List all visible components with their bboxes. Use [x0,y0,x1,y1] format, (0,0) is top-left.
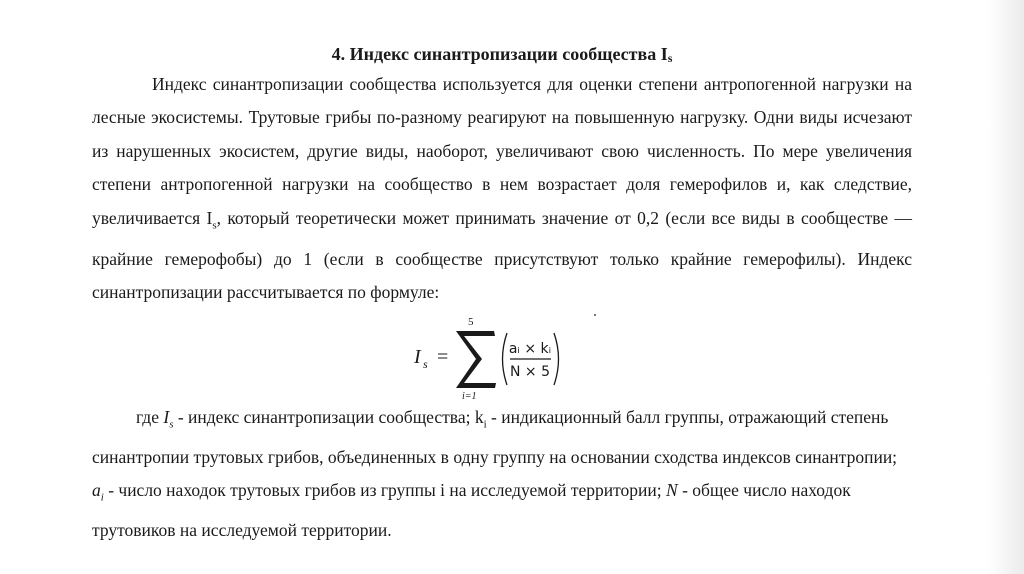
document-page [92,40,912,546]
sum-upper-limit: 5 [468,316,474,329]
page-edge-shadow [988,0,1024,574]
formula-lhs-sub: s [423,357,428,372]
formula-lhs: I [414,346,421,369]
left-paren [503,333,508,385]
formula [92,309,912,401]
formula-graphic [412,309,592,401]
right-paren [554,333,559,385]
section-title: 4. Индекс синантропизации сообщества Is [331,44,673,65]
fraction-numerator: aᵢ × kᵢ [508,341,552,358]
formula-equals: = [437,346,449,369]
fraction-denominator: N × 5 [509,364,551,381]
sum-lower-limit: i=1 [462,391,477,402]
intro-paragraph: Индекс синантропизации сообщества используется для оценки степени антропогенной нагрузки на лесные экосистемы. Трутовые грибы по-разному реагируют на повышенную нагрузку. Одни виды исчезают из нарушенных экосистем, другие виды, наоборот, увеличивают свою численность. По мере увеличения степени антропогенной нагрузки на сообщество в нем возрастает доля гемерофилов и, как следствие, увеличивается $I_s$, который теоретически может принимать значение от 0,2 (если все виды в сообществе — крайние гемерофобы) до 1 (если в сообществе присутствуют только крайние гемерофилы). Индекс синантропизации рассчитывается по формуле: [92,74,912,302]
sum-sign [456,331,496,388]
definitions-paragraph: где $I_s$ - индекс синантропизации сообщества; $k_i$ - индикационный балл группы, отражающий степень синантропии трутовых грибов, объединенных в одну группу на основании сходства индексов синантропии; $a_i$ - число находок трутовых грибов из группы i на исследуемой территории; N - общее число находок трутовиков на исследуемой территории. [92,407,898,540]
